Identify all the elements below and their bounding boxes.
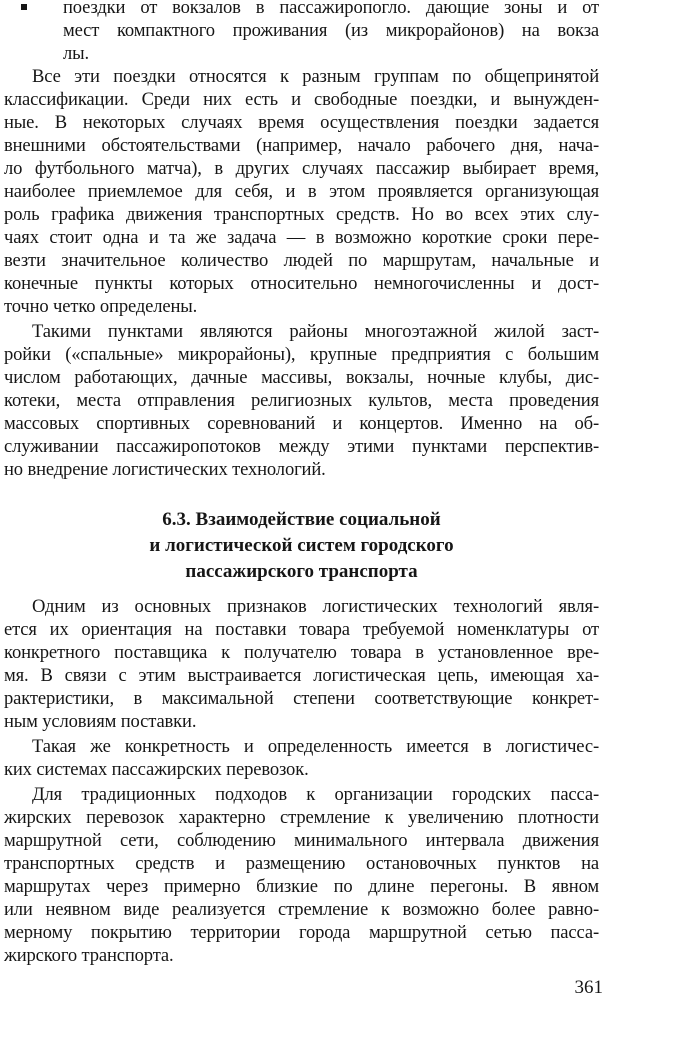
paragraph-line: маршрутной сети, соблюдению минимального интервала движения [4, 830, 599, 851]
paragraph-line: Такими пунктами являются районы многоэтажной жилой заст- [32, 321, 599, 342]
paragraph-line: числом работающих, дачные массивы, вокзалы, ночные клубы, дис- [4, 367, 599, 388]
section-heading-line: пассажирского транспорта [185, 561, 418, 582]
paragraph-line: роль графика движения транспортных средств. Но во всех этих слу- [4, 204, 599, 225]
paragraph-line: внешними обстоятельствами (например, начало рабочего дня, нача- [4, 135, 599, 156]
bullet-text-line: поездки от вокзалов в пассажиропогло. дающие зоны и от [63, 0, 599, 18]
paragraph-line: Одним из основных признаков логистических технологий явля- [32, 596, 599, 617]
paragraph-line: но внедрение логистических технологий. [4, 459, 326, 480]
bullet-marker [21, 4, 27, 10]
paragraph-line: рактеристики, в максимальной степени соответствующие конкрет- [4, 688, 599, 709]
paragraph-line: ло футбольного матча), в других случаях пассажир выбирает время, [4, 158, 599, 179]
paragraph-line: везти значительное количество людей по маршрутам, начальные и [4, 250, 599, 271]
paragraph-line: жирского транспорта. [4, 945, 174, 966]
bullet-text-line: мест компактного проживания (из микрорайонов) на вокза [63, 20, 599, 41]
paragraph-line: котеки, места отправления религиозных культов, места проведения [4, 390, 599, 411]
paragraph-line: служивании пассажиропотоков между этими пунктами перспектив- [4, 436, 599, 457]
paragraph-line: чаях стоит одна и та же задача — в возможно короткие сроки пере- [4, 227, 599, 248]
page-number: 361 [574, 977, 603, 998]
paragraph-line: Для традиционных подходов к организации городских пасса- [32, 784, 599, 805]
paragraph-line: конечные пункты которых относительно немногочисленны и дост- [4, 273, 599, 294]
bullet-text-line: лы. [63, 43, 89, 64]
section-heading-line: 6.3. Взаимодействие социальной [162, 509, 441, 530]
paragraph-line: ные. В некоторых случаях время осуществления поездки задается [4, 112, 599, 133]
paragraph-line: транспортных средств и размещению остановочных пунктов на [4, 853, 599, 874]
paragraph-line: жирских перевозок характерно стремление к увеличению плотности [4, 807, 599, 828]
paragraph-line: мя. В связи с этим выстраивается логистическая цепь, имеющая ха- [4, 665, 599, 686]
paragraph-line: классификации. Среди них есть и свободные поездки, и вынужден- [4, 89, 599, 110]
paragraph-line: Все эти поездки относятся к разным группам по общепринятой [32, 66, 599, 87]
paragraph-line: мерному покрытию территории города маршрутной сетью пасса- [4, 922, 599, 943]
paragraph-line: ких системах пассажирских перевозок. [4, 759, 309, 780]
paragraph-line: конкретного поставщика к получателю товара в установленное вре- [4, 642, 599, 663]
paragraph-line: наиболее приемлемое для себя, и в этом проявляется организующая [4, 181, 599, 202]
section-heading-line: и логистической систем городского [149, 535, 454, 556]
paragraph-line: маршрутах через примерно близкие по длине перегоны. В явном [4, 876, 599, 897]
paragraph-line: Такая же конкретность и определенность имеется в логистичес- [32, 736, 599, 757]
paragraph-line: ным условиям поставки. [4, 711, 197, 732]
paragraph-line: или неявном виде реализуется стремление к возможно более равно- [4, 899, 599, 920]
paragraph-line: ройки («спальные» микрорайоны), крупные предприятия с большим [4, 344, 599, 365]
paragraph-line: ется их ориентация на поставки товара требуемой номенклатуры от [4, 619, 599, 640]
paragraph-line: массовых спортивных соревнований и концертов. Именно на об- [4, 413, 599, 434]
paragraph-line: точно четко определены. [4, 296, 198, 317]
